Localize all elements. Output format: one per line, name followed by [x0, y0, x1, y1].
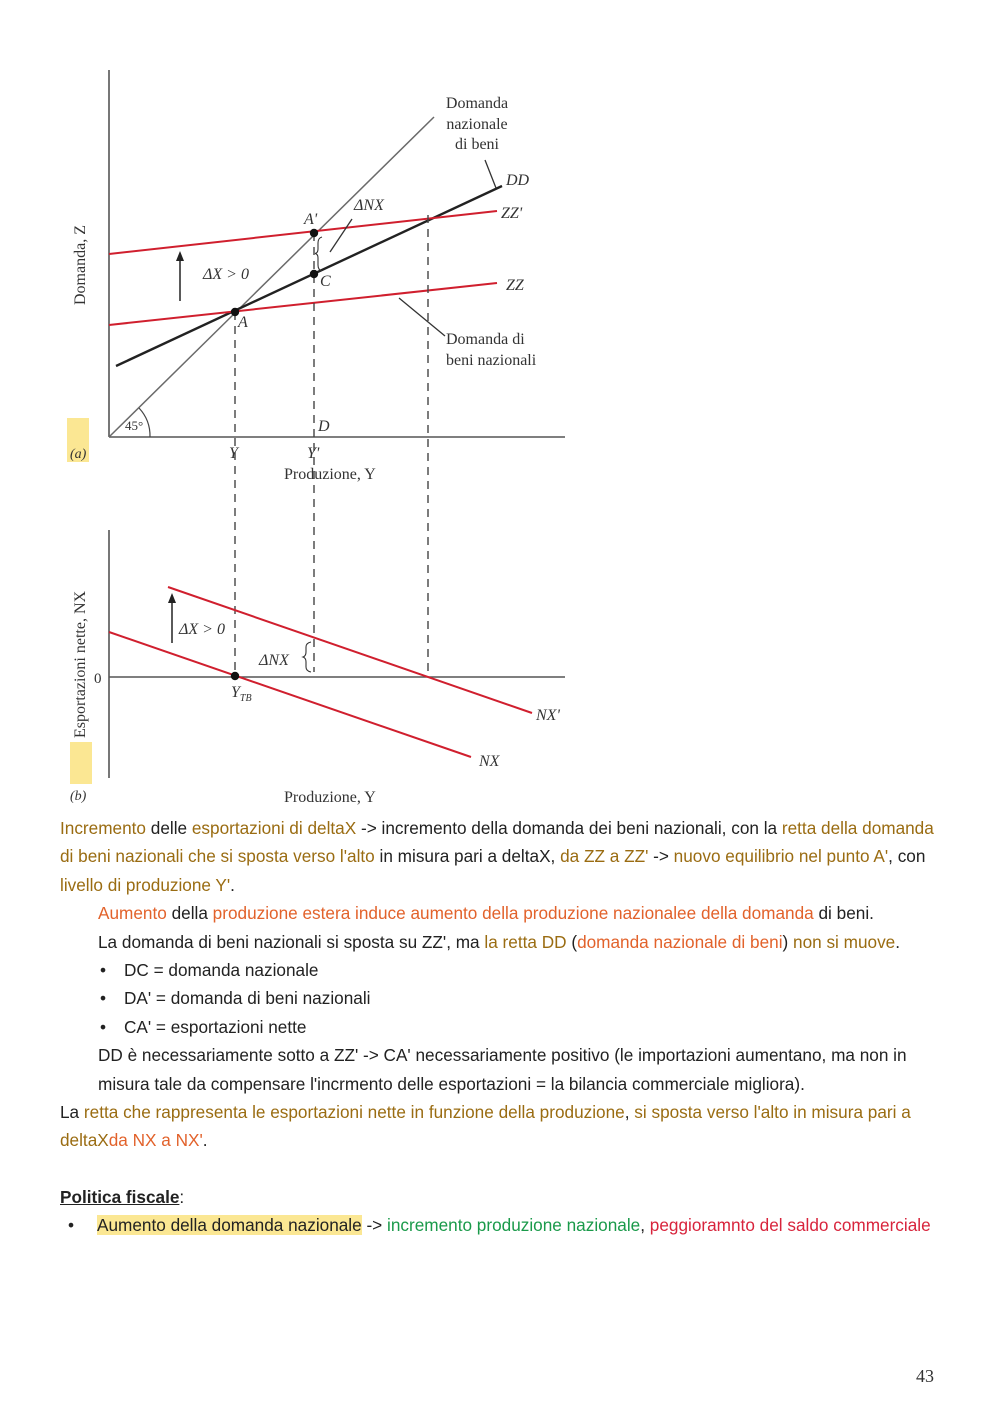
callout-demand-domestic-goods-2: beni nazionali: [446, 352, 537, 369]
line-zz: [109, 283, 497, 325]
dd-label: DD: [506, 172, 530, 189]
point-a-label: A: [238, 314, 248, 331]
arrowhead-icon: [168, 593, 176, 603]
panel-b-tag-highlight: [70, 742, 92, 784]
point-c-dot: [310, 270, 318, 278]
tick-y-label: Y: [229, 445, 238, 462]
callout-domestic-demand-2: nazionale: [446, 116, 508, 133]
point-ytb-dot: [231, 672, 239, 680]
page-number: 43: [916, 1366, 934, 1386]
nx-brace-a: [315, 237, 322, 271]
panel-b-x-axis-label: Produzione, Y: [284, 789, 376, 806]
point-a-prime-label: A': [304, 211, 318, 228]
point-d-label: D: [318, 418, 330, 435]
list-item: • CA' = esportazioni nette: [98, 1013, 950, 1041]
definitions-list: [60, 956, 950, 1041]
panel-a-x-axis-label: Produzione, Y: [284, 466, 376, 483]
panel-a-tag: (a): [70, 447, 87, 462]
panel-b-zero-label: 0: [94, 671, 102, 687]
domestic-demand-callout-line: [399, 298, 445, 336]
delta-nx-label-a: ΔNX: [354, 197, 384, 214]
point-ytb-label: $Y_{TB}$: [231, 684, 252, 704]
line-nx-prime: [168, 587, 532, 713]
point-c-label: C: [320, 273, 331, 290]
delta-x-label-b: ΔX > 0: [179, 621, 225, 638]
delta-x-label-a: ΔX > 0: [203, 266, 249, 283]
list-item: • Aumento della domanda nazionale -> incremento produzione nazionale, peggioramnto del saldo commerciale: [60, 1211, 950, 1239]
fiscal-policy-list: [60, 1211, 950, 1239]
nx-brace-b: [303, 642, 311, 672]
list-item: • DA' = domanda di beni nazionali: [98, 984, 950, 1012]
nx-prime-label: NX': [536, 707, 560, 724]
zz-prime-label: ZZ': [501, 205, 523, 222]
zz-label: ZZ: [506, 277, 524, 294]
fiscal-policy-heading: Politica fiscale:: [60, 1186, 185, 1207]
tick-y-prime-label: Y': [307, 445, 320, 462]
angle-label: 45°: [125, 418, 144, 433]
paragraph-export-increase: Incremento delle esportazioni di deltaX -> incremento della domanda dei beni nazionali, con la retta della domanda di beni nazionali che si sposta verso l'alto in misura pari a deltaX, da ZZ a ZZ' -> nuovo equilibrio nel punto A', con livello di produzione Y'.: [60, 818, 934, 895]
paragraph-trade-balance: DD è necessariamente sotto a ZZ' -> CA' necessariamente positivo (le importazioni aumentano, ma non in misura tale da compensare l'incrmento delle esportazioni = la bilancia commerciale migliora).: [98, 1045, 907, 1094]
nx-label: NX: [479, 753, 500, 770]
panel-b-y-axis-label: Esportazioni nette, NX: [72, 590, 89, 738]
callout-demand-domestic-goods-1: Domanda di: [446, 331, 525, 348]
dd-callout-line: [485, 160, 496, 188]
panel-a-y-axis-label: Domanda, Z: [72, 225, 89, 305]
economics-figure: [60, 60, 580, 810]
callout-domestic-demand-1: Domanda: [445, 95, 509, 112]
notes-body: [60, 814, 950, 1240]
paragraph-nx-shift: La retta che rappresenta le esportazioni nette in funzione della produzione, si sposta verso l'alto in misura pari a deltaXda NX a NX'.: [60, 1102, 911, 1151]
paragraph-foreign-production: Aumento della produzione estera induce aumento della produzione nazionalee della domanda di beni.: [98, 903, 874, 924]
arrowhead-icon: [176, 251, 184, 261]
line-45-degree: [109, 117, 434, 437]
delta-nx-label-b: ΔNX: [259, 652, 289, 669]
point-a-prime-dot: [310, 229, 318, 237]
line-nx: [109, 632, 471, 757]
paragraph-dd-static: La domanda di beni nazionali si sposta su ZZ', ma la retta DD (domanda nazionale di beni) non si muove.: [98, 931, 901, 952]
spacer: [60, 1155, 950, 1183]
callout-domestic-demand-3: di beni: [455, 136, 499, 153]
line-zz-prime: [109, 211, 497, 254]
list-item: • DC = domanda nazionale: [98, 956, 950, 984]
nx-callout-line: [330, 219, 352, 252]
panel-b-tag: (b): [70, 789, 87, 804]
